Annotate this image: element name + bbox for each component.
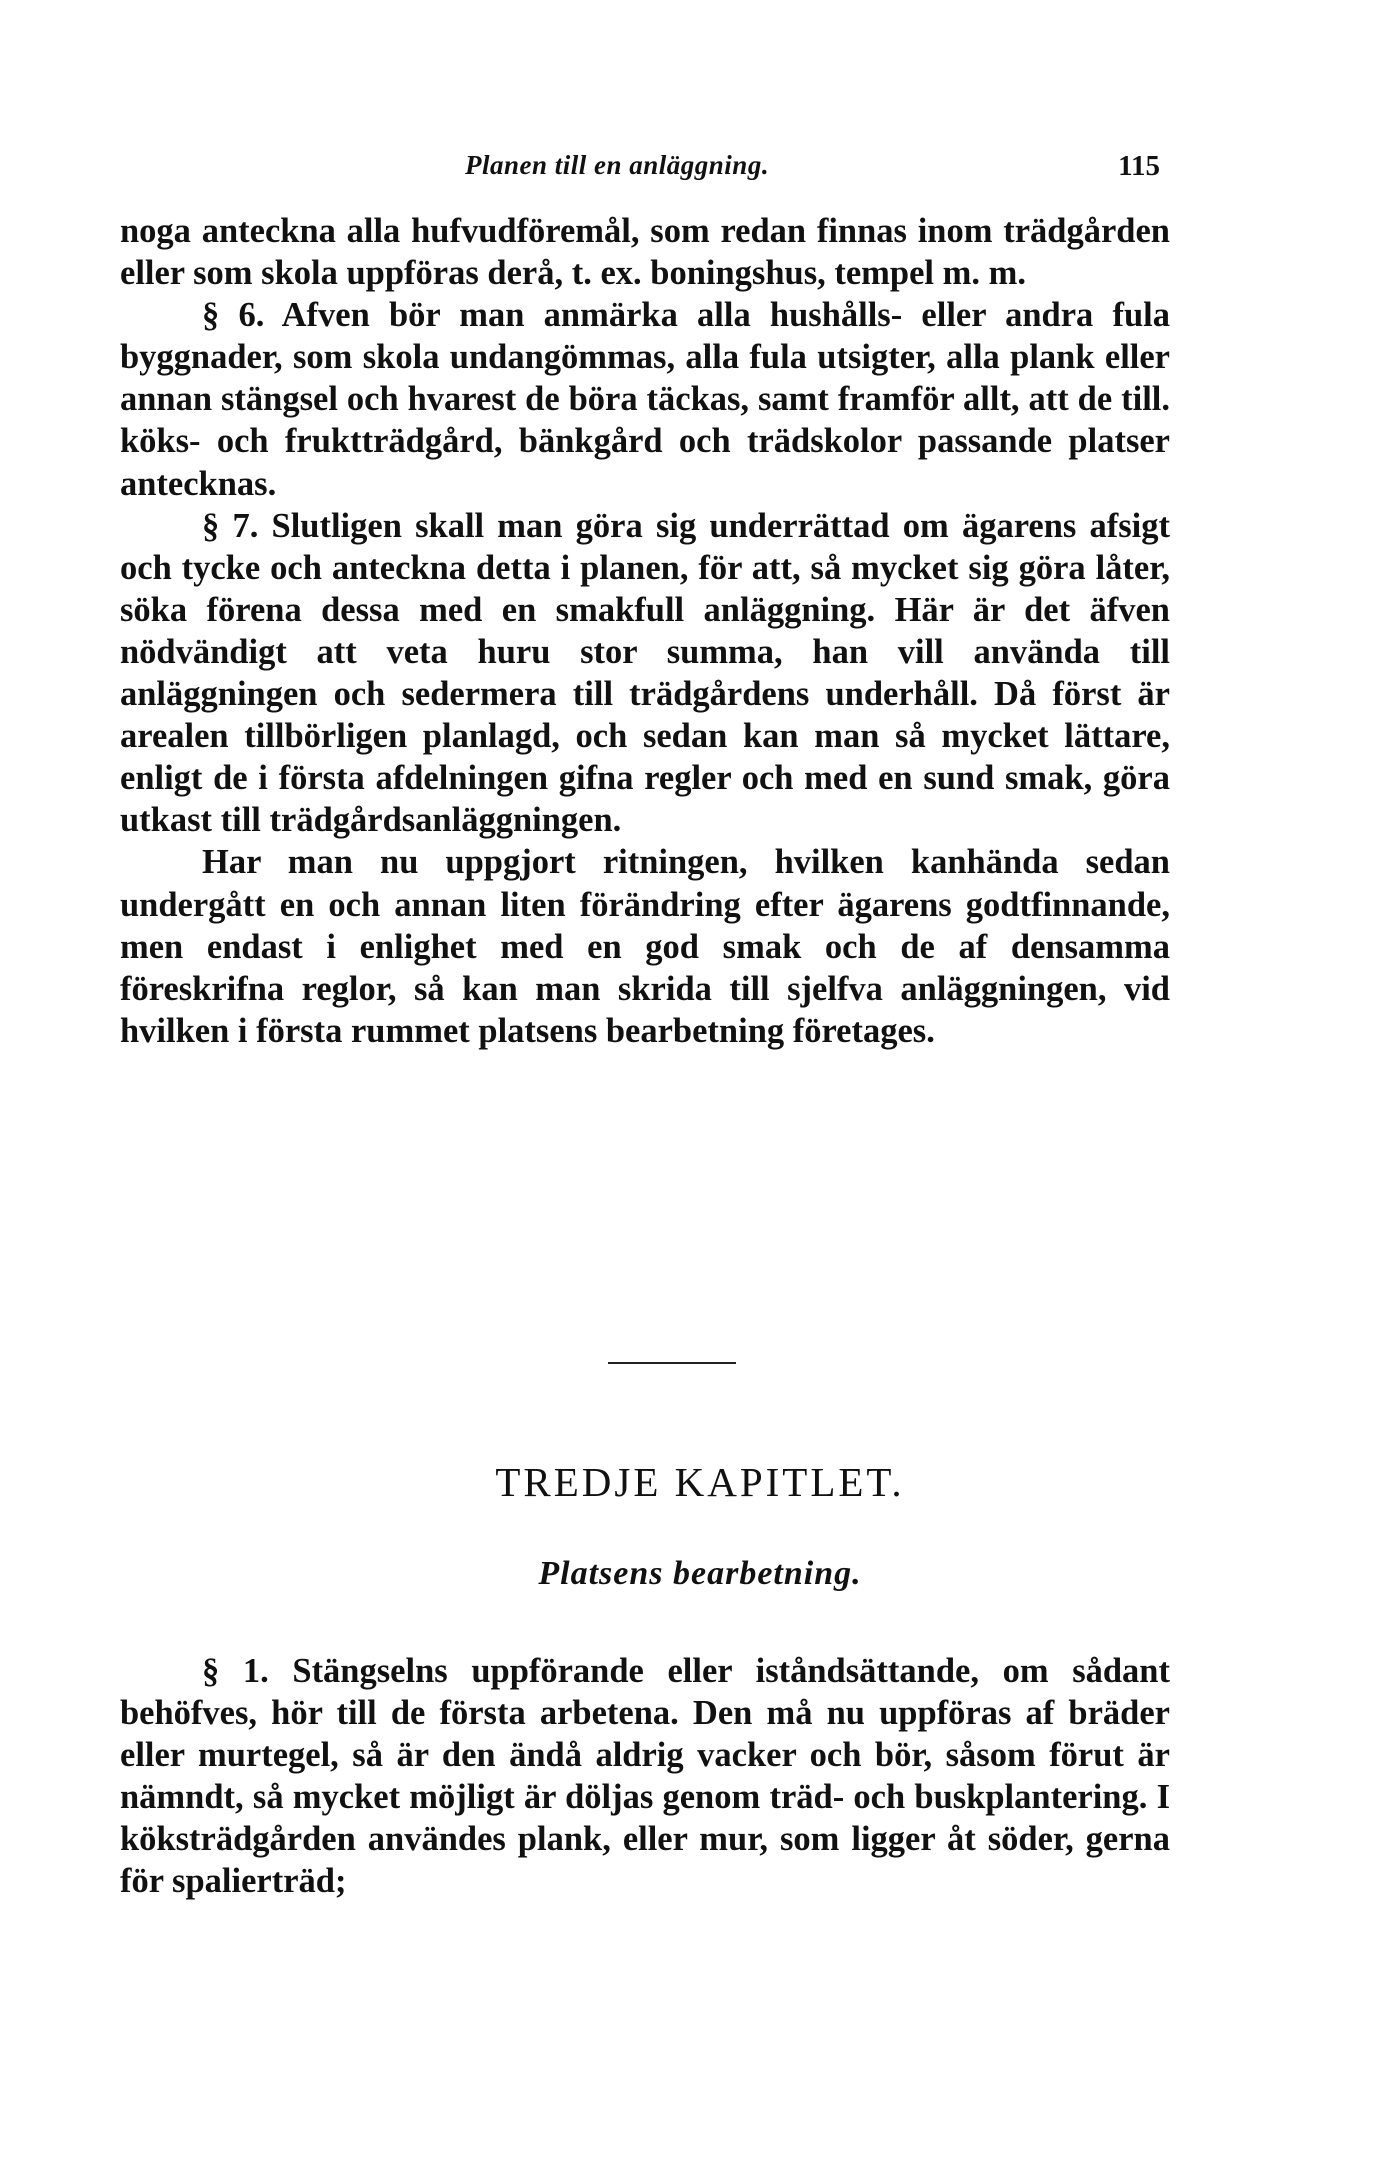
running-title: Planen till en anläggning.: [465, 150, 770, 180]
text-block-top: [120, 210, 1170, 1052]
paragraph-section-6: § 6. Afven bör man anmärka alla hushålls- eller andra fula byggnader, som skola undangömmas, alla fula utsigter, alla plank eller annan stängsel och hvarest de böra täckas, samt framför allt, att de till. köks- och fruktträdgård, bänkgård och trädskolor passande platser antecknas.: [120, 296, 1170, 503]
section-divider: [608, 1362, 736, 1364]
paragraph-section-7: § 7. Slutligen skall man göra sig underrättad om ägarens afsigt och tycke och anteckna detta i planen, för att, så mycket sig göra låter, söka förena dessa med en smakfull anläggning. Här är det äfven nödvändigt att veta huru stor summa, han vill använda till anläggningen och sedermera till trädgårdens underhåll. Då först är arealen tillbörligen planlagd, och sedan kan man så mycket lättare, enligt de i första afdelningen gifna regler och med en sund smak, göra utkast till trädgårdsanläggningen.: [120, 506, 1170, 840]
text-block-bottom: [120, 1650, 1170, 1903]
chapter-heading: TREDJE KAPITLET.: [495, 1459, 905, 1505]
paragraph-section-1: § 1. Stängselns uppförande eller iståndsättande, om sådant behöfves, hör till de första arbetena. Den må nu uppföras af bräder eller murtegel, så är den ändå aldrig vacker och bör, såsom förut är nämndt, så mycket möjligt är döljas genom träd- och buskplantering. I köksträdgården användes plank, eller mur, som ligger åt söder, gerna för spalierträd;: [120, 1652, 1170, 1901]
paragraph: Har man nu uppgjort ritningen, hvilken kanhända sedan undergått en och annan liten förändring efter ägarens godtfinnande, men endast i enlighet med en god smak och de af densamma föreskrifna reglor, så kan man skrida till sjelfva anläggningen, vid hvilken i första rummet platsens bearbetning företages.: [120, 843, 1170, 1050]
paragraph: noga anteckna alla hufvudföremål, som redan finnas inom trädgården eller som skola uppföras derå, t. ex. boningshus, tempel m. m.: [120, 212, 1170, 293]
page-number: 115: [1118, 150, 1160, 182]
chapter-subtitle: Platsens bearbetning.: [538, 1555, 862, 1592]
running-head: [120, 150, 1170, 190]
